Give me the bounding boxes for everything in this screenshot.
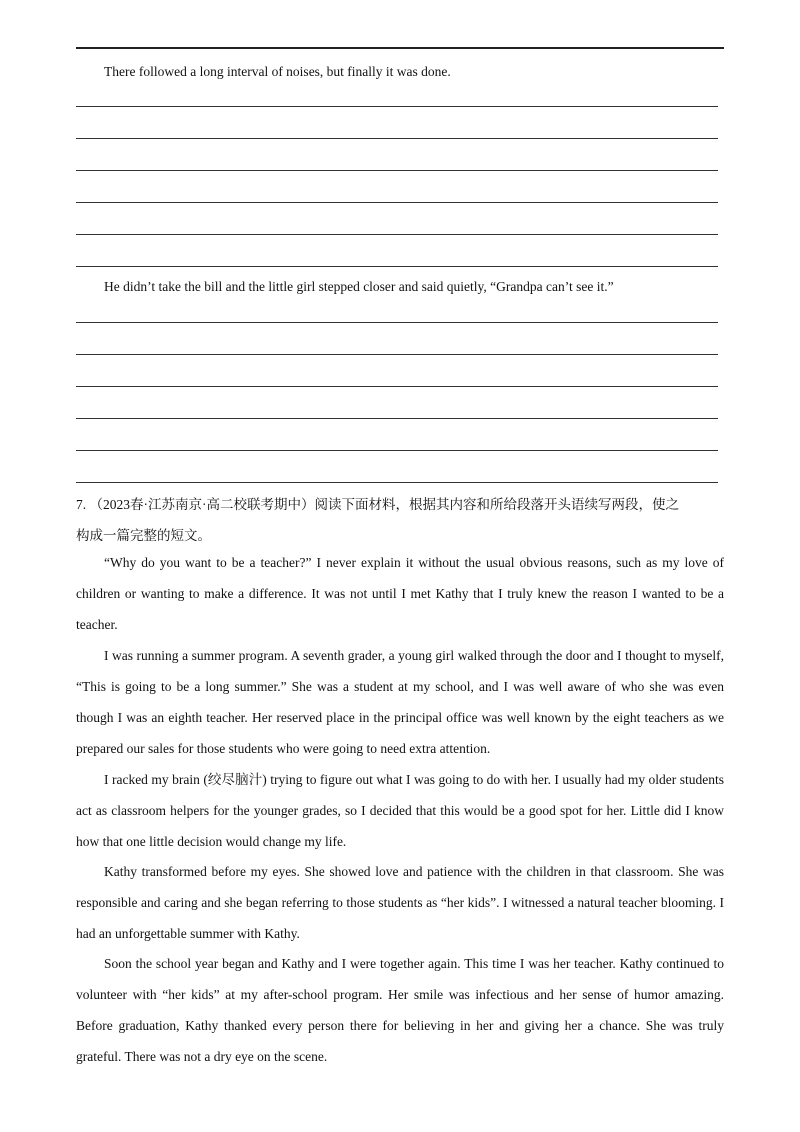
passage-paragraph-4: Kathy transformed before my eyes. She showed love and patience with the children in that classroom. She was responsible and caring and she began referring to those students as “her kids”. I witnessed a natural teacher blooming. I had an unforgettable summer with Kathy.: [76, 864, 724, 941]
writing-line[interactable]: [76, 418, 718, 419]
passage-paragraph-3: I racked my brain (绞尽脑汁) trying to figure out what I was going to do with her. I usually had my older students act as classroom helpers for the younger grades, so I decided that this would be a good spot for her. Little did I know how that one little decision would change my life.: [76, 772, 724, 849]
section1-prompt: There followed a long interval of noises, but finally it was done.: [104, 64, 451, 79]
writing-line[interactable]: [76, 234, 718, 235]
question-7-line-2: 构成一篇完整的短文。: [76, 528, 211, 543]
top-rule: [76, 47, 724, 49]
writing-line[interactable]: [76, 202, 718, 203]
question-7-line-1: 7. （2023春·江苏南京·高二校联考期中）阅读下面材料，根据其内容和所给段落开头语续写两段，使之: [76, 497, 679, 512]
writing-line[interactable]: [76, 322, 718, 323]
question-7-heading: [76, 489, 724, 551]
writing-line[interactable]: [76, 170, 718, 171]
passage-paragraph-5: Soon the school year began and Kathy and I were together again. This time I was her teacher. Kathy continued to volunteer with “her kids” at my after-school program. Her smile was infectious and her sense of humor amazing. Before graduation, Kathy thanked every person there for believing in her and giving her a chance. She was truly grateful. There was not a dry eye on the scene.: [76, 956, 724, 1064]
passage-paragraph-1: “Why do you want to be a teacher?” I never explain it without the usual obvious reasons, such as my love of children or wanting to make a difference. It was not until I met Kathy that I truly knew the reason I wanted to be a teacher.: [76, 555, 724, 632]
section2-prompt: He didn’t take the bill and the little girl stepped closer and said quietly, “Grandpa can’t see it.”: [104, 279, 614, 294]
writing-line[interactable]: [76, 386, 718, 387]
writing-line[interactable]: [76, 482, 718, 483]
writing-line[interactable]: [76, 450, 718, 451]
writing-line[interactable]: [76, 106, 718, 107]
passage-paragraph-2: I was running a summer program. A seventh grader, a young girl walked through the door and I thought to myself, “This is going to be a long summer.” She was a student at my school, and I was well aware of who she was even though I was an eighth teacher. Her reserved place in the principal office was well known by the eight teachers as we prepared our sales for those students who were going to need extra attention.: [76, 648, 724, 756]
writing-line[interactable]: [76, 266, 718, 267]
writing-line[interactable]: [76, 138, 718, 139]
writing-line[interactable]: [76, 354, 718, 355]
